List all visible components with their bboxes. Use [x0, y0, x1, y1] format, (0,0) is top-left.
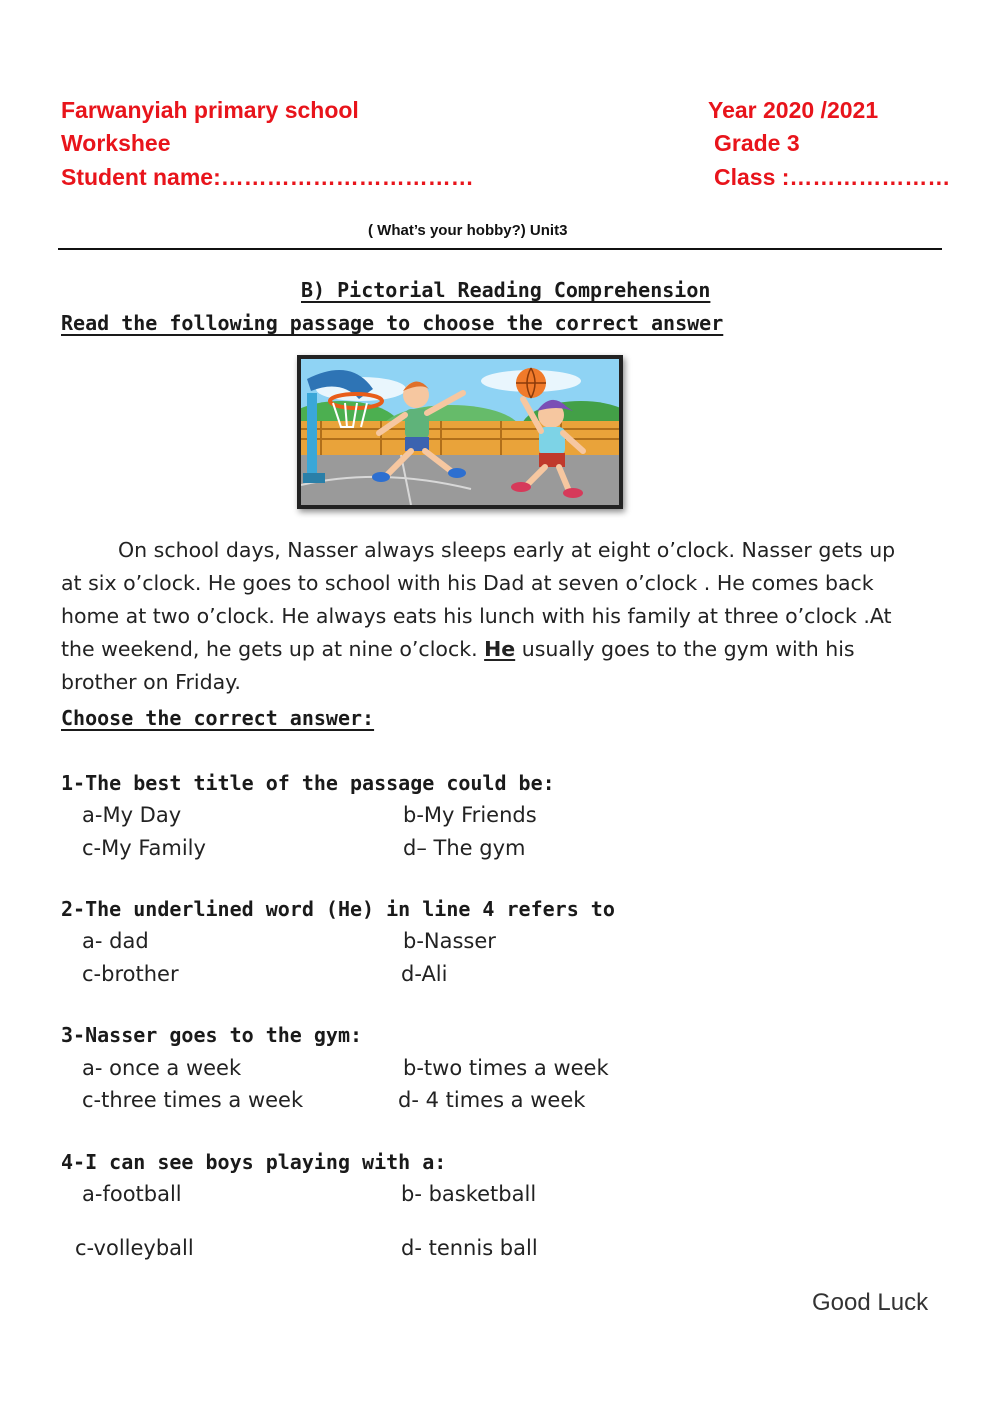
q1-option-c[interactable]: c-My Family	[82, 836, 206, 860]
passage-line-4	[61, 633, 945, 666]
grade-label: Grade 3	[714, 130, 800, 156]
school-year: Year 2020 /2021	[708, 97, 879, 123]
q4-option-a[interactable]: a-football	[82, 1182, 182, 1206]
q2-option-c[interactable]: c-brother	[82, 962, 179, 986]
passage-line-4-start: the weekend, he gets up at nine o’clock.	[61, 637, 485, 661]
passage-line-4-end: usually goes to the gym with his	[515, 637, 855, 661]
section-title: B) Pictorial Reading Comprehension	[301, 278, 711, 302]
q1-option-a[interactable]: a-My Day	[82, 803, 182, 827]
q3-option-b[interactable]: b-two times a week	[403, 1056, 609, 1080]
basketball-players-illustration	[297, 355, 623, 509]
question-1: 1-The best title of the passage could be:	[61, 771, 555, 795]
q2-option-a[interactable]: a- dad	[82, 929, 149, 953]
q4-option-c[interactable]: c-volleyball	[75, 1236, 194, 1260]
class-field: Class :…………………	[714, 164, 951, 190]
q1-option-d[interactable]: d– The gym	[403, 836, 526, 860]
q4-option-d[interactable]: d- tennis ball	[401, 1236, 538, 1260]
passage-line-2: at six o’clock. He goes to school with his Dad at seven o’clock . He comes back	[61, 571, 874, 595]
question-2: 2-The underlined word (He) in line 4 refers to	[61, 897, 615, 921]
question-4: 4-I can see boys playing with a:	[61, 1150, 447, 1174]
worksheet-label: Workshee	[61, 130, 171, 156]
underlined-he: He	[484, 637, 516, 661]
choose-heading: Choose the correct answer:	[61, 706, 375, 730]
passage-line-5: brother on Friday.	[61, 670, 241, 694]
unit-subtitle: ( What’s your hobby?) Unit3	[368, 222, 568, 239]
student-name-field: Student name:……………………………	[61, 164, 474, 190]
reading-passage	[61, 534, 945, 699]
school-name: Farwanyiah primary school	[61, 97, 359, 123]
q1-option-b[interactable]: b-My Friends	[403, 803, 537, 827]
question-3: 3-Nasser goes to the gym:	[61, 1023, 363, 1047]
passage-line-1: On school days, Nasser always sleeps early at eight o’clock. Nasser gets up	[118, 538, 896, 562]
q3-option-d[interactable]: d- 4 times a week	[398, 1088, 586, 1112]
q3-option-a[interactable]: a- once a week	[82, 1056, 242, 1080]
good-luck-footer: Good Luck	[812, 1289, 929, 1316]
passage-line-3: home at two o’clock. He always eats his lunch with his family at three o’clock .At	[61, 604, 892, 628]
instruction: Read the following passage to choose the correct answer	[61, 311, 724, 335]
q3-option-c[interactable]: c-three times a week	[82, 1088, 304, 1112]
q4-option-b[interactable]: b- basketball	[401, 1182, 537, 1206]
header-divider	[58, 248, 942, 250]
q2-option-d[interactable]: d-Ali	[401, 962, 448, 986]
q2-option-b[interactable]: b-Nasser	[403, 929, 496, 953]
